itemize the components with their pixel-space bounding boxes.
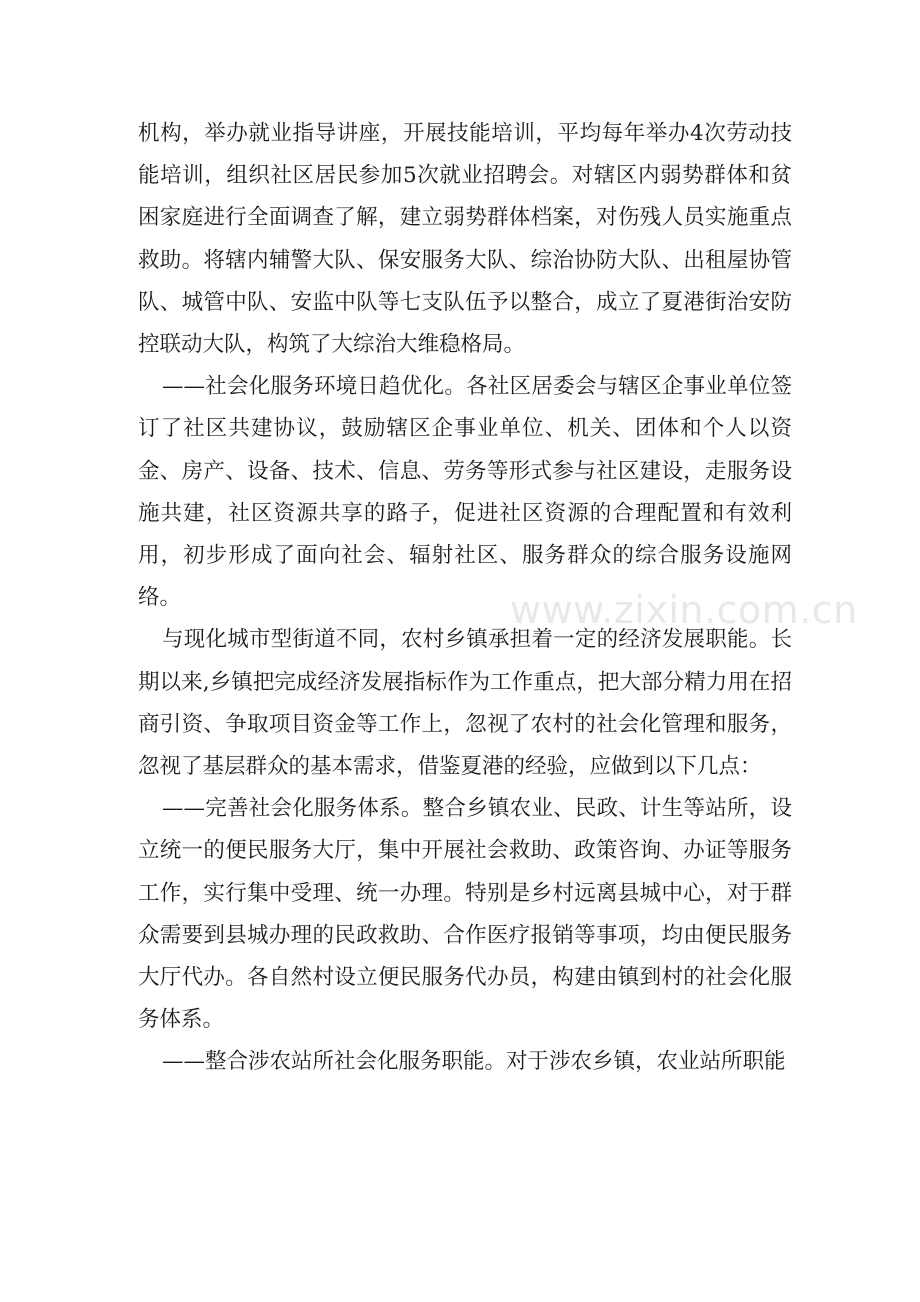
paragraph-4: ——完善社会化服务体系。整合乡镇农业、民政、计生等站所，设立统一的便民服务大厅，集中开展社会救助、政策咨询、办证等服务工作，实行集中受理、统一办理。特别是乡村远离县城中心，对于群众需要到县城办理的民政救助、合作医疗报销等事项，均由便民服务大厅代办。各自然村设立便民服务代办员，构建由镇到村的社会化服务体系。 xyxy=(138,796,792,1033)
paragraph-3: 与现化城市型街道不同，农村乡镇承担着一定的经济发展职能。长期以来,乡镇把完成经济发展指标作为工作重点，把大部分精力用在招商引资、争取项目资金等工作上，忽视了农村的社会化管理和服务，忽视了基层群众的基本需求，借鉴夏港的经验，应做到以下几点： xyxy=(138,627,792,780)
paragraph-5: ——整合涉农站所社会化服务职能。对于涉农乡镇，农业站所职能 xyxy=(162,1049,786,1075)
paragraph-2: ——社会化服务环境日趋优化。各社区居委会与辖区企事业单位签订了社区共建协议，鼓励辖区企事业单位、机关、团体和个人以资金、房产、设备、技术、信息、劳务等形式参与社区建设，走服务设施共建，社区资源共享的路子，促进社区资源的合理配置和有效利用，初步形成了面向社会、辐射社区、服务群众的综合服务设施网络。 xyxy=(138,374,792,611)
paragraph-1: 机构，举办就业指导讲座，开展技能培训，平均每年举办4次劳动技能培训，组织社区居民参加5次就业招聘会。对辖区内弱势群体和贫困家庭进行全面调查了解，建立弱势群体档案，对伤残人员实施重点救助。将辖内辅警大队、保安服务大队、综治协防大队、出租屋协管队、城管中队、安监中队等七支队伍予以整合，成立了夏港街治安防控联动大队，构筑了大综治大维稳格局。 xyxy=(138,121,792,358)
watermark-text: www.zixin.com.cn xyxy=(510,588,858,632)
document-body xyxy=(138,113,792,1084)
